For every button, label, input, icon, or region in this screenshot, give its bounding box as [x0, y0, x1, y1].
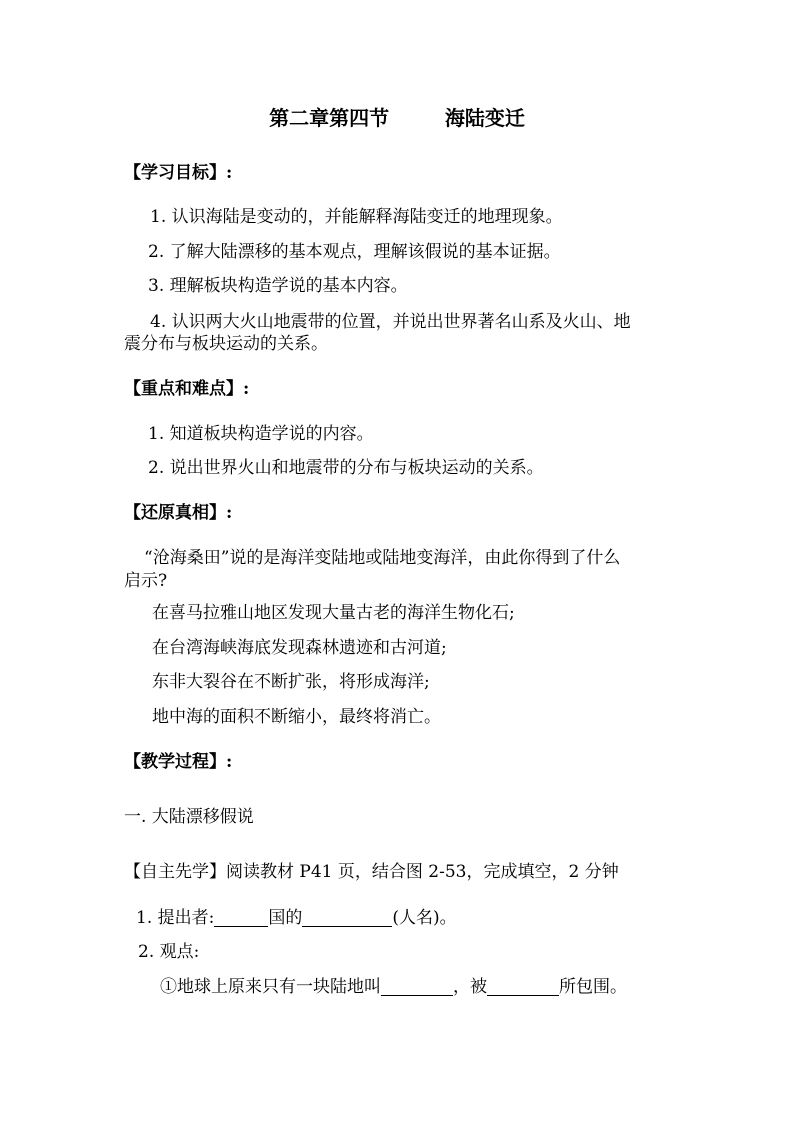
keypoint-item-2: 2. 说出世界火山和地震带的分布与板块运动的关系。	[148, 458, 544, 478]
q1-prefix: 1. 提出者:	[136, 908, 215, 928]
q2-1-suffix: 所包围。	[559, 977, 627, 997]
process-heading: 【教学过程】:	[124, 752, 233, 772]
objective-item-4-cont: 震分布与板块运动的关系。	[124, 334, 328, 354]
question-2-1	[160, 975, 627, 999]
keypoints-heading: 【重点和难点】:	[124, 379, 250, 399]
keypoint-item-1: 1. 知道板块构造学说的内容。	[148, 424, 374, 444]
question-2: 2. 观点:	[138, 942, 200, 962]
q2-1-prefix: ①地球上原来只有一块陆地叫	[160, 977, 381, 997]
title-topic: 海陆变迁	[444, 106, 525, 130]
restore-item-1: 在喜马拉雅山地区发现大量古老的海洋生物化石;	[152, 603, 515, 623]
blank-country[interactable]	[214, 908, 268, 927]
restore-heading: 【还原真相】:	[124, 503, 233, 523]
q1-suffix: (人名)。	[392, 908, 457, 928]
question-1	[136, 906, 457, 930]
objective-item-1: 1. 认识海陆是变动的，并能解释海陆变迁的地理现象。	[150, 207, 563, 227]
objective-item-3: 3. 理解板块构造学说的基本内容。	[148, 276, 408, 296]
section-1-title: 一. 大陆漂移假说	[124, 807, 254, 827]
blank-ocean[interactable]	[487, 977, 559, 996]
q1-mid: 国的	[268, 908, 303, 928]
restore-intro-line1: “沧海桑田”说的是海洋变陆地或陆地变海洋，由此你得到了什么	[144, 548, 621, 568]
q2-1-mid: ，被	[453, 977, 487, 997]
restore-intro-line2: 启示?	[124, 571, 168, 591]
restore-item-2: 在台湾海峡海底发现森林遗迹和古河道;	[152, 638, 447, 658]
blank-supercontinent[interactable]	[381, 977, 453, 996]
page-title	[0, 104, 794, 132]
self-study-instruction: 【自主先学】阅读教材 P41 页，结合图 2-53，完成填空，2 分钟	[124, 862, 619, 882]
objective-item-2: 2. 了解大陆漂移的基本观点，理解该假说的基本证据。	[148, 242, 561, 262]
blank-person-name[interactable]	[302, 908, 392, 927]
title-chapter: 第二章第四节	[269, 106, 390, 130]
objectives-heading: 【学习目标】:	[124, 163, 233, 183]
restore-item-3: 东非大裂谷在不断扩张，将形成海洋;	[152, 672, 430, 692]
objective-item-4: 4. 认识两大火山地震带的位置，并说出世界著名山系及火山、地	[150, 312, 631, 332]
restore-item-4: 地中海的面积不断缩小，最终将消亡。	[152, 707, 441, 727]
